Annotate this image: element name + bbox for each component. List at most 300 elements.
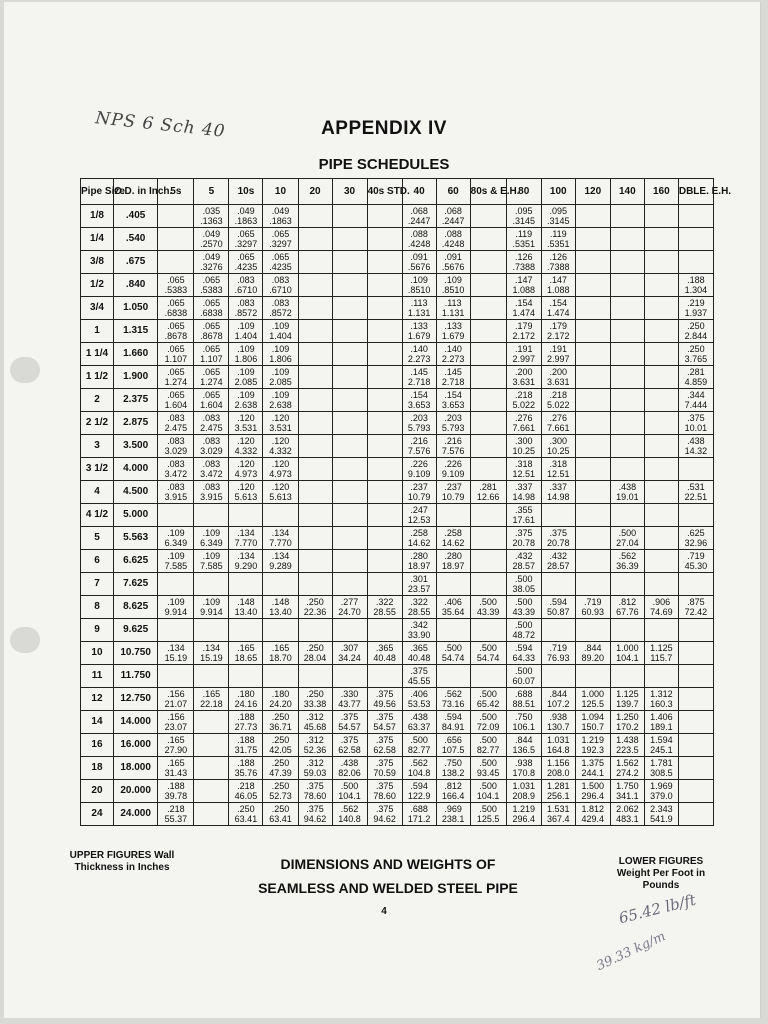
schedule-cell (678, 481, 713, 504)
weight-per-foot: .7388 (512, 262, 535, 272)
wall-thickness: .625 (687, 528, 705, 538)
pipe-size-cell: 3/8 (81, 251, 114, 274)
weight-per-foot: 107.5 (441, 745, 465, 755)
schedule-cell (436, 504, 470, 527)
weight-per-foot: 40.48 (407, 653, 431, 663)
schedule-cell (298, 688, 332, 711)
weight-per-foot: 78.60 (303, 791, 327, 801)
schedule-cell (575, 757, 610, 780)
schedule-cell (367, 803, 402, 826)
schedule-cell (158, 619, 194, 642)
weight-per-foot: 3.631 (547, 377, 570, 387)
pipe-size-cell: 4 1/2 (81, 504, 114, 527)
weight-per-foot: 43.39 (512, 607, 535, 617)
schedule-cell (506, 274, 541, 297)
schedule-cell (644, 596, 678, 619)
wall-thickness: .191 (549, 344, 568, 354)
wall-thickness: .088 (410, 229, 428, 239)
column-header: 140 (610, 179, 644, 205)
schedule-cell (436, 297, 470, 320)
wall-thickness: .065 (167, 367, 185, 377)
weight-per-foot: 39.78 (164, 791, 188, 801)
schedule-cell (541, 389, 575, 412)
schedule-cell (610, 619, 644, 642)
schedule-cell (610, 803, 644, 826)
weight-per-foot: 2.997 (547, 354, 570, 364)
wall-thickness: .083 (167, 459, 185, 469)
schedule-cell (644, 366, 678, 389)
schedule-cell (402, 435, 436, 458)
wall-thickness: .035 (202, 206, 221, 216)
schedule-cell (644, 389, 678, 412)
schedule-cell (644, 504, 678, 527)
wall-thickness: .322 (375, 597, 394, 607)
weight-per-foot: 40.48 (373, 653, 396, 663)
caption-line-1: DIMENSIONS AND WEIGHTS OF (280, 856, 496, 872)
wall-thickness: .500 (340, 781, 359, 791)
weight-per-foot: 48.72 (512, 630, 535, 640)
schedule-cell (332, 665, 367, 688)
schedule-cell (367, 734, 402, 757)
weight-per-foot: .6710 (269, 285, 292, 295)
schedule-cell (436, 412, 470, 435)
schedule-cell (644, 573, 678, 596)
wall-thickness: .280 (410, 551, 428, 561)
wall-thickness: .140 (444, 344, 462, 354)
wall-thickness: .562 (444, 689, 462, 699)
weight-per-foot: 122.9 (407, 791, 431, 801)
schedule-cell (470, 251, 506, 274)
schedule-cell (332, 297, 367, 320)
schedule-cell (298, 435, 332, 458)
weight-per-foot: 379.0 (650, 791, 673, 801)
schedule-cell (229, 596, 263, 619)
wall-thickness: .500 (410, 735, 428, 745)
wall-thickness: .068 (444, 206, 462, 216)
weight-per-foot: 74.69 (650, 607, 673, 617)
schedule-cell (541, 803, 575, 826)
schedule-cell (506, 504, 541, 527)
weight-per-foot: .4248 (441, 239, 465, 249)
wall-thickness: .109 (167, 551, 185, 561)
wall-thickness: 2.343 (650, 804, 673, 814)
schedule-cell (470, 205, 506, 228)
schedule-cell (644, 297, 678, 320)
wall-thickness: .109 (271, 367, 290, 377)
weight-per-foot: 256.1 (547, 791, 570, 801)
weight-per-foot: 89.20 (581, 653, 605, 663)
weight-per-foot: .6838 (200, 308, 223, 318)
schedule-cell (402, 343, 436, 366)
weight-per-foot: 1.937 (684, 308, 708, 318)
schedule-cell (506, 757, 541, 780)
weight-per-foot: .1863 (234, 216, 258, 226)
schedule-cell (367, 205, 402, 228)
schedule-cell (298, 573, 332, 596)
weight-per-foot: .6710 (234, 285, 258, 295)
weight-per-foot: 1.604 (200, 400, 223, 410)
schedule-cell (332, 274, 367, 297)
schedule-cell (332, 458, 367, 481)
schedule-cell (402, 688, 436, 711)
schedule-cell (263, 297, 298, 320)
pipe-size-cell: 6 (81, 550, 114, 573)
schedule-cell (470, 228, 506, 251)
schedule-cell (678, 343, 713, 366)
weight-per-foot: 541.9 (650, 814, 673, 824)
pipe-size-cell: 4 (81, 481, 114, 504)
wall-thickness: .180 (271, 689, 290, 699)
outside-diameter-cell: 11.750 (113, 665, 157, 688)
schedule-cell (158, 688, 194, 711)
column-header: 80s & E.H. (470, 179, 506, 205)
weight-per-foot: 429.4 (581, 814, 605, 824)
wall-thickness: .147 (549, 275, 568, 285)
schedule-cell (470, 550, 506, 573)
wall-thickness: .154 (410, 390, 428, 400)
schedule-cell (575, 251, 610, 274)
weight-per-foot: 1.131 (407, 308, 431, 318)
schedule-cell (575, 435, 610, 458)
wall-thickness: .120 (271, 436, 290, 446)
weight-per-foot: 170.8 (512, 768, 535, 778)
schedule-cell (194, 711, 229, 734)
weight-per-foot: 7.661 (512, 423, 535, 433)
schedule-cell (436, 665, 470, 688)
column-header: 100 (541, 179, 575, 205)
schedule-cell (158, 780, 194, 803)
schedule-cell (506, 734, 541, 757)
page-subtitle: PIPE SCHEDULES (318, 156, 450, 173)
weight-per-foot: 63.41 (269, 814, 292, 824)
schedule-cell (470, 504, 506, 527)
schedule-cell (575, 780, 610, 803)
weight-per-foot: 296.4 (512, 814, 535, 824)
wall-thickness: .281 (479, 482, 497, 492)
weight-per-foot: 23.07 (164, 722, 188, 732)
weight-per-foot: 1.107 (164, 354, 188, 364)
wall-thickness: .133 (410, 321, 428, 331)
schedule-cell (298, 504, 332, 527)
schedule-cell (678, 642, 713, 665)
weight-per-foot: 28.57 (547, 561, 570, 571)
weight-per-foot: .3145 (512, 216, 535, 226)
outside-diameter-cell: 20.000 (113, 780, 157, 803)
column-header: 30 (332, 179, 367, 205)
schedule-cell (158, 596, 194, 619)
schedule-cell (402, 757, 436, 780)
weight-per-foot: 7.661 (547, 423, 570, 433)
schedule-cell (541, 297, 575, 320)
wall-thickness: .065 (202, 321, 221, 331)
schedule-cell (332, 803, 367, 826)
outside-diameter-cell: 24.000 (113, 803, 157, 826)
schedule-cell (367, 780, 402, 803)
wall-thickness: .088 (444, 229, 462, 239)
schedule-cell (610, 757, 644, 780)
weight-per-foot: .5351 (512, 239, 535, 249)
schedule-cell (263, 550, 298, 573)
schedule-cell (541, 458, 575, 481)
schedule-cell (298, 757, 332, 780)
table-row (81, 619, 714, 642)
schedule-cell (229, 734, 263, 757)
wall-thickness: .969 (444, 804, 462, 814)
weight-per-foot: 31.75 (234, 745, 258, 755)
wall-thickness: .594 (410, 781, 428, 791)
weight-per-foot: 138.2 (441, 768, 465, 778)
wall-thickness: .500 (444, 643, 462, 653)
schedule-cell (470, 527, 506, 550)
schedule-cell (229, 389, 263, 412)
schedule-cell (194, 297, 229, 320)
wall-thickness: .375 (687, 413, 705, 423)
table-row (81, 688, 714, 711)
schedule-cell (402, 527, 436, 550)
weight-per-foot: 166.4 (441, 791, 465, 801)
schedule-cell (229, 550, 263, 573)
schedule-cell (229, 527, 263, 550)
schedule-cell (298, 665, 332, 688)
wall-thickness: .083 (271, 298, 290, 308)
weight-per-foot: 10.79 (407, 492, 431, 502)
schedule-cell (158, 297, 194, 320)
wall-thickness: .134 (202, 643, 221, 653)
weight-per-foot: 53.53 (407, 699, 431, 709)
schedule-cell (644, 481, 678, 504)
wall-thickness: .109 (444, 275, 462, 285)
schedule-cell (402, 205, 436, 228)
outside-diameter-cell: 4.500 (113, 481, 157, 504)
schedule-cell (229, 228, 263, 251)
weight-per-foot: .8510 (407, 285, 431, 295)
schedule-cell (678, 228, 713, 251)
wall-thickness: 1.094 (581, 712, 605, 722)
schedule-cell (298, 412, 332, 435)
schedule-cell (470, 619, 506, 642)
wall-thickness: .188 (167, 781, 185, 791)
wall-thickness: .147 (514, 275, 533, 285)
wall-thickness: .165 (271, 643, 290, 653)
schedule-cell (263, 688, 298, 711)
weight-per-foot: 7.576 (441, 446, 465, 456)
wall-thickness: .500 (514, 574, 533, 584)
schedule-cell (158, 803, 194, 826)
wall-thickness: .065 (167, 321, 185, 331)
schedule-cell (402, 803, 436, 826)
schedule-cell (229, 573, 263, 596)
footer-right-note: LOWER FIGURES Weight Per Foot in Pounds (616, 856, 706, 891)
wall-thickness: .156 (167, 712, 185, 722)
weight-per-foot: 72.42 (684, 607, 708, 617)
schedule-cell (470, 711, 506, 734)
schedule-cell (506, 642, 541, 665)
schedule-cell (158, 550, 194, 573)
schedule-cell (506, 366, 541, 389)
schedule-cell (506, 550, 541, 573)
schedule-cell (678, 458, 713, 481)
schedule-cell (541, 596, 575, 619)
weight-per-foot: 15.19 (200, 653, 223, 663)
schedule-cell (229, 504, 263, 527)
pipe-size-cell: 1/2 (81, 274, 114, 297)
schedule-cell (610, 734, 644, 757)
schedule-cell (332, 435, 367, 458)
wall-thickness: .109 (237, 321, 255, 331)
wall-thickness: 1.438 (616, 735, 639, 745)
weight-per-foot: 82.77 (407, 745, 431, 755)
schedule-cell (367, 550, 402, 573)
weight-per-foot: .2447 (441, 216, 465, 226)
schedule-cell (263, 366, 298, 389)
schedule-cell (644, 412, 678, 435)
wall-thickness: .140 (410, 344, 428, 354)
schedule-cell (575, 205, 610, 228)
weight-per-foot: 1.604 (164, 400, 188, 410)
schedule-cell (644, 527, 678, 550)
schedule-cell (541, 274, 575, 297)
schedule-cell (644, 550, 678, 573)
schedule-cell (298, 458, 332, 481)
column-header: 160 (644, 179, 678, 205)
schedule-cell (367, 642, 402, 665)
weight-per-foot: 7.585 (164, 561, 188, 571)
schedule-cell (194, 550, 229, 573)
schedule-cell (332, 320, 367, 343)
weight-per-foot: 47.39 (269, 768, 292, 778)
weight-per-foot: 115.7 (650, 653, 673, 663)
schedule-cell (541, 205, 575, 228)
wall-thickness: .719 (584, 597, 602, 607)
schedule-cell (541, 320, 575, 343)
weight-per-foot: 2.085 (269, 377, 292, 387)
schedule-cell (158, 389, 194, 412)
wall-thickness: .065 (202, 275, 221, 285)
wall-thickness: .179 (514, 321, 533, 331)
schedule-cell (332, 251, 367, 274)
schedule-cell (436, 734, 470, 757)
wall-thickness: .065 (237, 252, 255, 262)
schedule-cell (575, 688, 610, 711)
schedule-cell (402, 734, 436, 757)
wall-thickness: .068 (410, 206, 428, 216)
schedule-cell (644, 780, 678, 803)
outside-diameter-cell: 18.000 (113, 757, 157, 780)
schedule-cell (506, 389, 541, 412)
schedule-cell (298, 619, 332, 642)
schedule-cell (229, 780, 263, 803)
wall-thickness: .154 (514, 298, 533, 308)
weight-per-foot: .3297 (234, 239, 258, 249)
wall-thickness: .200 (549, 367, 568, 377)
wall-thickness: .281 (687, 367, 705, 377)
table-row (81, 458, 714, 481)
schedule-cell (541, 435, 575, 458)
wall-thickness: .500 (479, 735, 497, 745)
schedule-cell (470, 757, 506, 780)
schedule-cell (298, 711, 332, 734)
wall-thickness: .375 (340, 735, 359, 745)
outside-diameter-cell: 2.875 (113, 412, 157, 435)
weight-per-foot: 28.04 (303, 653, 327, 663)
weight-per-foot: 55.37 (164, 814, 188, 824)
schedule-cell (610, 251, 644, 274)
weight-per-foot: 10.25 (547, 446, 570, 456)
schedule-cell (332, 711, 367, 734)
weight-per-foot: 164.8 (547, 745, 570, 755)
wall-thickness: .165 (237, 643, 255, 653)
schedule-cell (194, 734, 229, 757)
schedule-cell (644, 734, 678, 757)
schedule-cell (229, 711, 263, 734)
pipe-size-cell: 1 (81, 320, 114, 343)
wall-thickness: .375 (375, 689, 394, 699)
weight-per-foot: 19.01 (616, 492, 639, 502)
schedule-cell (678, 803, 713, 826)
weight-per-foot: 27.90 (164, 745, 188, 755)
wall-thickness: .065 (167, 275, 185, 285)
schedule-cell (506, 665, 541, 688)
wall-thickness: .250 (271, 735, 290, 745)
weight-per-foot: 32.96 (684, 538, 708, 548)
wall-thickness: .250 (271, 804, 290, 814)
schedule-cell (158, 711, 194, 734)
schedule-cell (506, 527, 541, 550)
weight-per-foot: 20.78 (547, 538, 570, 548)
table-row (81, 320, 714, 343)
wall-thickness: 1.375 (581, 758, 605, 768)
schedule-cell (402, 228, 436, 251)
weight-per-foot: 7.444 (684, 400, 708, 410)
schedule-cell (541, 228, 575, 251)
schedule-cell (229, 688, 263, 711)
weight-per-foot: 9.109 (441, 469, 465, 479)
weight-per-foot: 10.79 (441, 492, 465, 502)
weight-per-foot: 104.1 (616, 653, 639, 663)
schedule-cell (575, 803, 610, 826)
weight-per-foot: 3.029 (200, 446, 223, 456)
weight-per-foot: 94.62 (373, 814, 396, 824)
schedule-cell (610, 297, 644, 320)
schedule-cell (610, 504, 644, 527)
weight-per-foot: 13.40 (234, 607, 258, 617)
schedule-cell (644, 803, 678, 826)
wall-thickness: .719 (549, 643, 568, 653)
schedule-cell (194, 412, 229, 435)
schedule-cell (402, 320, 436, 343)
weight-per-foot: 34.24 (338, 653, 361, 663)
weight-per-foot: 50.87 (547, 607, 570, 617)
weight-per-foot: 24.20 (269, 699, 292, 709)
schedule-cell (194, 642, 229, 665)
schedule-cell (402, 550, 436, 573)
weight-per-foot: 64.33 (512, 653, 535, 663)
schedule-cell (436, 366, 470, 389)
schedule-cell (263, 734, 298, 757)
weight-per-foot: 12.53 (407, 515, 431, 525)
column-header: 120 (575, 179, 610, 205)
schedule-cell (470, 320, 506, 343)
schedule-cell (436, 550, 470, 573)
schedule-cell (541, 550, 575, 573)
outside-diameter-cell: 14.000 (113, 711, 157, 734)
schedule-cell (436, 757, 470, 780)
pipe-size-cell: 18 (81, 757, 114, 780)
column-header: 20 (298, 179, 332, 205)
schedule-cell (367, 619, 402, 642)
schedule-cell (470, 596, 506, 619)
wall-thickness: .119 (515, 229, 533, 239)
